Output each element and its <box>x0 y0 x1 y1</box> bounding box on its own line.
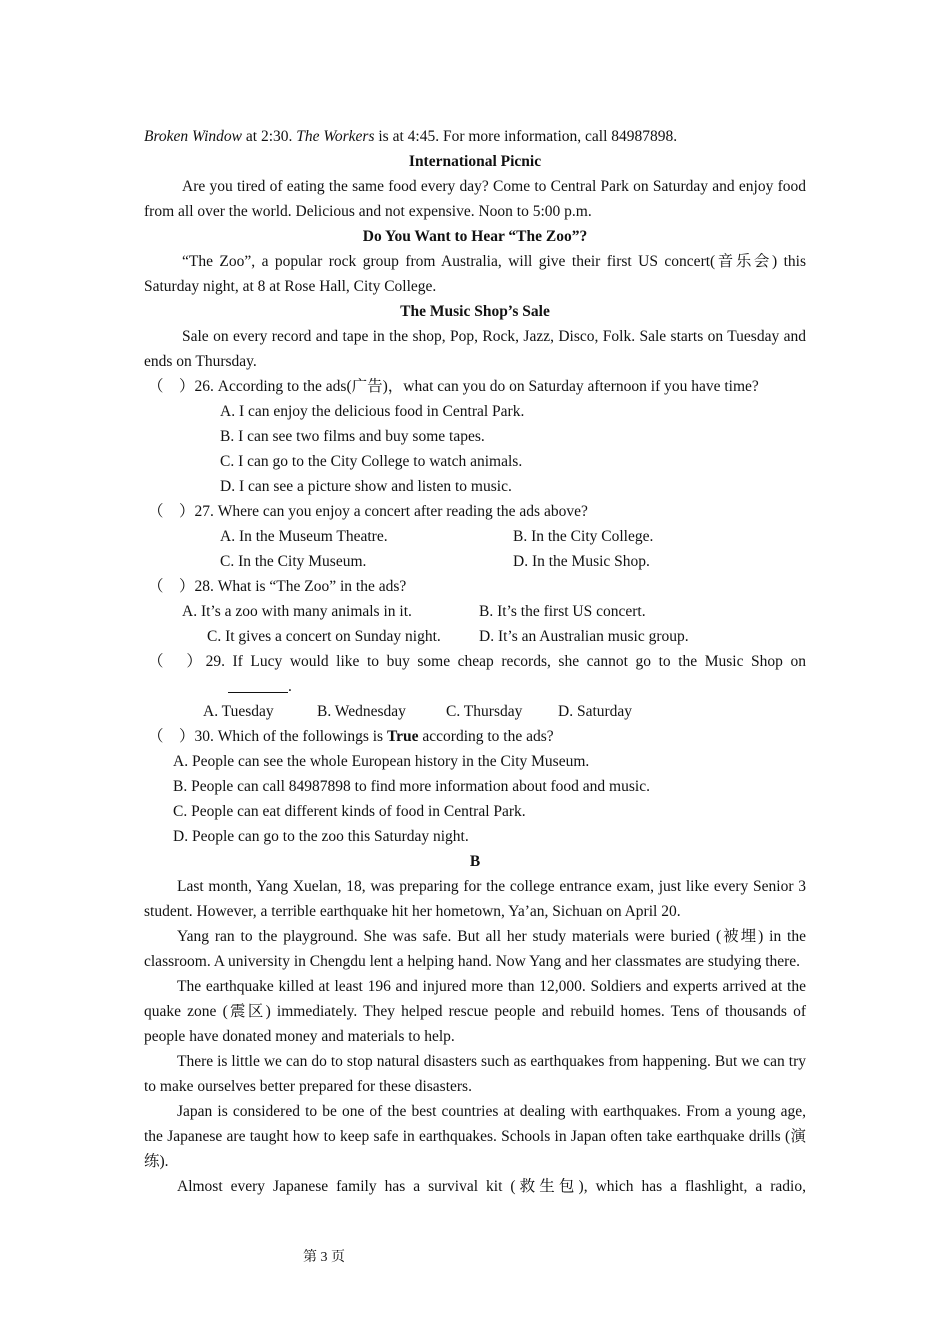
option: C. I can go to the City College to watch animals. <box>220 453 523 470</box>
option: A. In the Museum Theatre. <box>220 528 388 545</box>
option: C. People can eat different kinds of food in Central Park. <box>173 803 526 820</box>
option: B. I can see two films and buy some tapes. <box>220 428 485 445</box>
option: A. I can enjoy the delicious food in Central Park. <box>220 403 525 420</box>
option: C. It gives a concert on Sunday night. <box>207 628 441 645</box>
film-title-2: The Workers <box>296 128 375 145</box>
question-27-stem: （ ）27. Where can you enjoy a concert after reading the ads above? <box>148 503 588 520</box>
passage-paragraph: The earthquake killed at least 196 and injured more than 12,000. Soldiers and experts arrived at the quake zone (震区) immediately. They helped rescue people and rebuild homes. Tens of thousands of people have donated money and materials to help. <box>144 978 806 1045</box>
ad-body: Are you tired of eating the same food every day? Come to Central Park on Saturday and enjoy food from all over the world. Delicious and not expensive. Noon to 5:00 p.m. <box>144 178 806 220</box>
section-heading: B <box>469 853 481 870</box>
option: D. In the Music Shop. <box>513 553 650 570</box>
option: B. Wednesday <box>317 703 406 720</box>
question-29-stem: （ ）29. If Lucy would like to buy some cheap records, she cannot go to the Music Shop on <box>148 653 806 670</box>
option: A. People can see the whole European history in the City Museum. <box>173 753 590 770</box>
option: B. People can call 84987898 to find more information about food and music. <box>173 778 650 795</box>
option: D. People can go to the zoo this Saturday night. <box>173 828 469 845</box>
ad-heading: International Picnic <box>408 153 542 170</box>
passage-paragraph: Japan is considered to be one of the best countries at dealing with earthquakes. From a young age, the Japanese are taught how to keep safe in earthquakes. Schools in Japan often take earthquake drills (演练). <box>144 1103 806 1170</box>
question-30-stem: （ ）30. Which of the followings is True according to the ads? <box>148 728 554 745</box>
option: D. It’s an Australian music group. <box>479 628 689 645</box>
option: D. Saturday <box>558 703 633 720</box>
passage-paragraph: Yang ran to the playground. She was safe. But all her study materials were buried (被埋) in the classroom. A university in Chengdu lent a helping hand. Now Yang and her classmates are studying there. <box>144 928 806 970</box>
option-row <box>144 699 806 724</box>
page-content <box>144 124 806 1199</box>
answer-blank <box>228 676 288 693</box>
question-29-blank-line: . <box>144 674 806 699</box>
option-row <box>144 549 806 574</box>
option-row <box>144 524 806 549</box>
question-28-stem: （ ）28. What is “The Zoo” in the ads? <box>148 578 407 595</box>
option-row <box>144 624 806 649</box>
question-26-stem: （ ）26. According to the ads(广告)，what can you do on Saturday afternoon if you have time? <box>148 378 759 395</box>
option: B. It’s the first US concert. <box>479 603 646 620</box>
option: C. In the City Museum. <box>220 553 367 570</box>
option: A. It’s a zoo with many animals in it. <box>182 603 412 620</box>
page-number: 第 3 页 <box>303 1250 345 1265</box>
passage-paragraph: Last month, Yang Xuelan, 18, was preparing for the college entrance exam, just like every Senior 3 student. However, a terrible earthquake hit her hometown, Ya’an, Sichuan on April 20. <box>144 878 806 920</box>
top-line: Broken Window at 2:30. The Workers is at 4:45. For more information, call 84987898. <box>144 128 678 145</box>
option: C. Thursday <box>446 703 523 720</box>
ad-body: “The Zoo”, a popular rock group from Australia, will give their first US concert(音乐会) this Saturday night, at 8 at Rose Hall, City College. <box>144 253 806 295</box>
ad-body: Sale on every record and tape in the shop, Pop, Rock, Jazz, Disco, Folk. Sale starts on Tuesday and ends on Thursday. <box>144 328 806 370</box>
ad-heading: The Music Shop’s Sale <box>400 303 550 320</box>
option: A. Tuesday <box>203 703 274 720</box>
option-row <box>144 599 806 624</box>
option: D. I can see a picture show and listen to music. <box>220 478 512 495</box>
passage-paragraph: There is little we can do to stop natural disasters such as earthquakes from happening. But we can try to make ourselves better prepared for these disasters. <box>144 1053 806 1095</box>
ad-heading: Do You Want to Hear “The Zoo”? <box>362 228 588 245</box>
option: B. In the City College. <box>513 528 654 545</box>
film-title-1: Broken Window <box>144 128 243 145</box>
passage-paragraph: Almost every Japanese family has a survival kit (救生包), which has a flashlight, a radio, <box>177 1178 806 1195</box>
